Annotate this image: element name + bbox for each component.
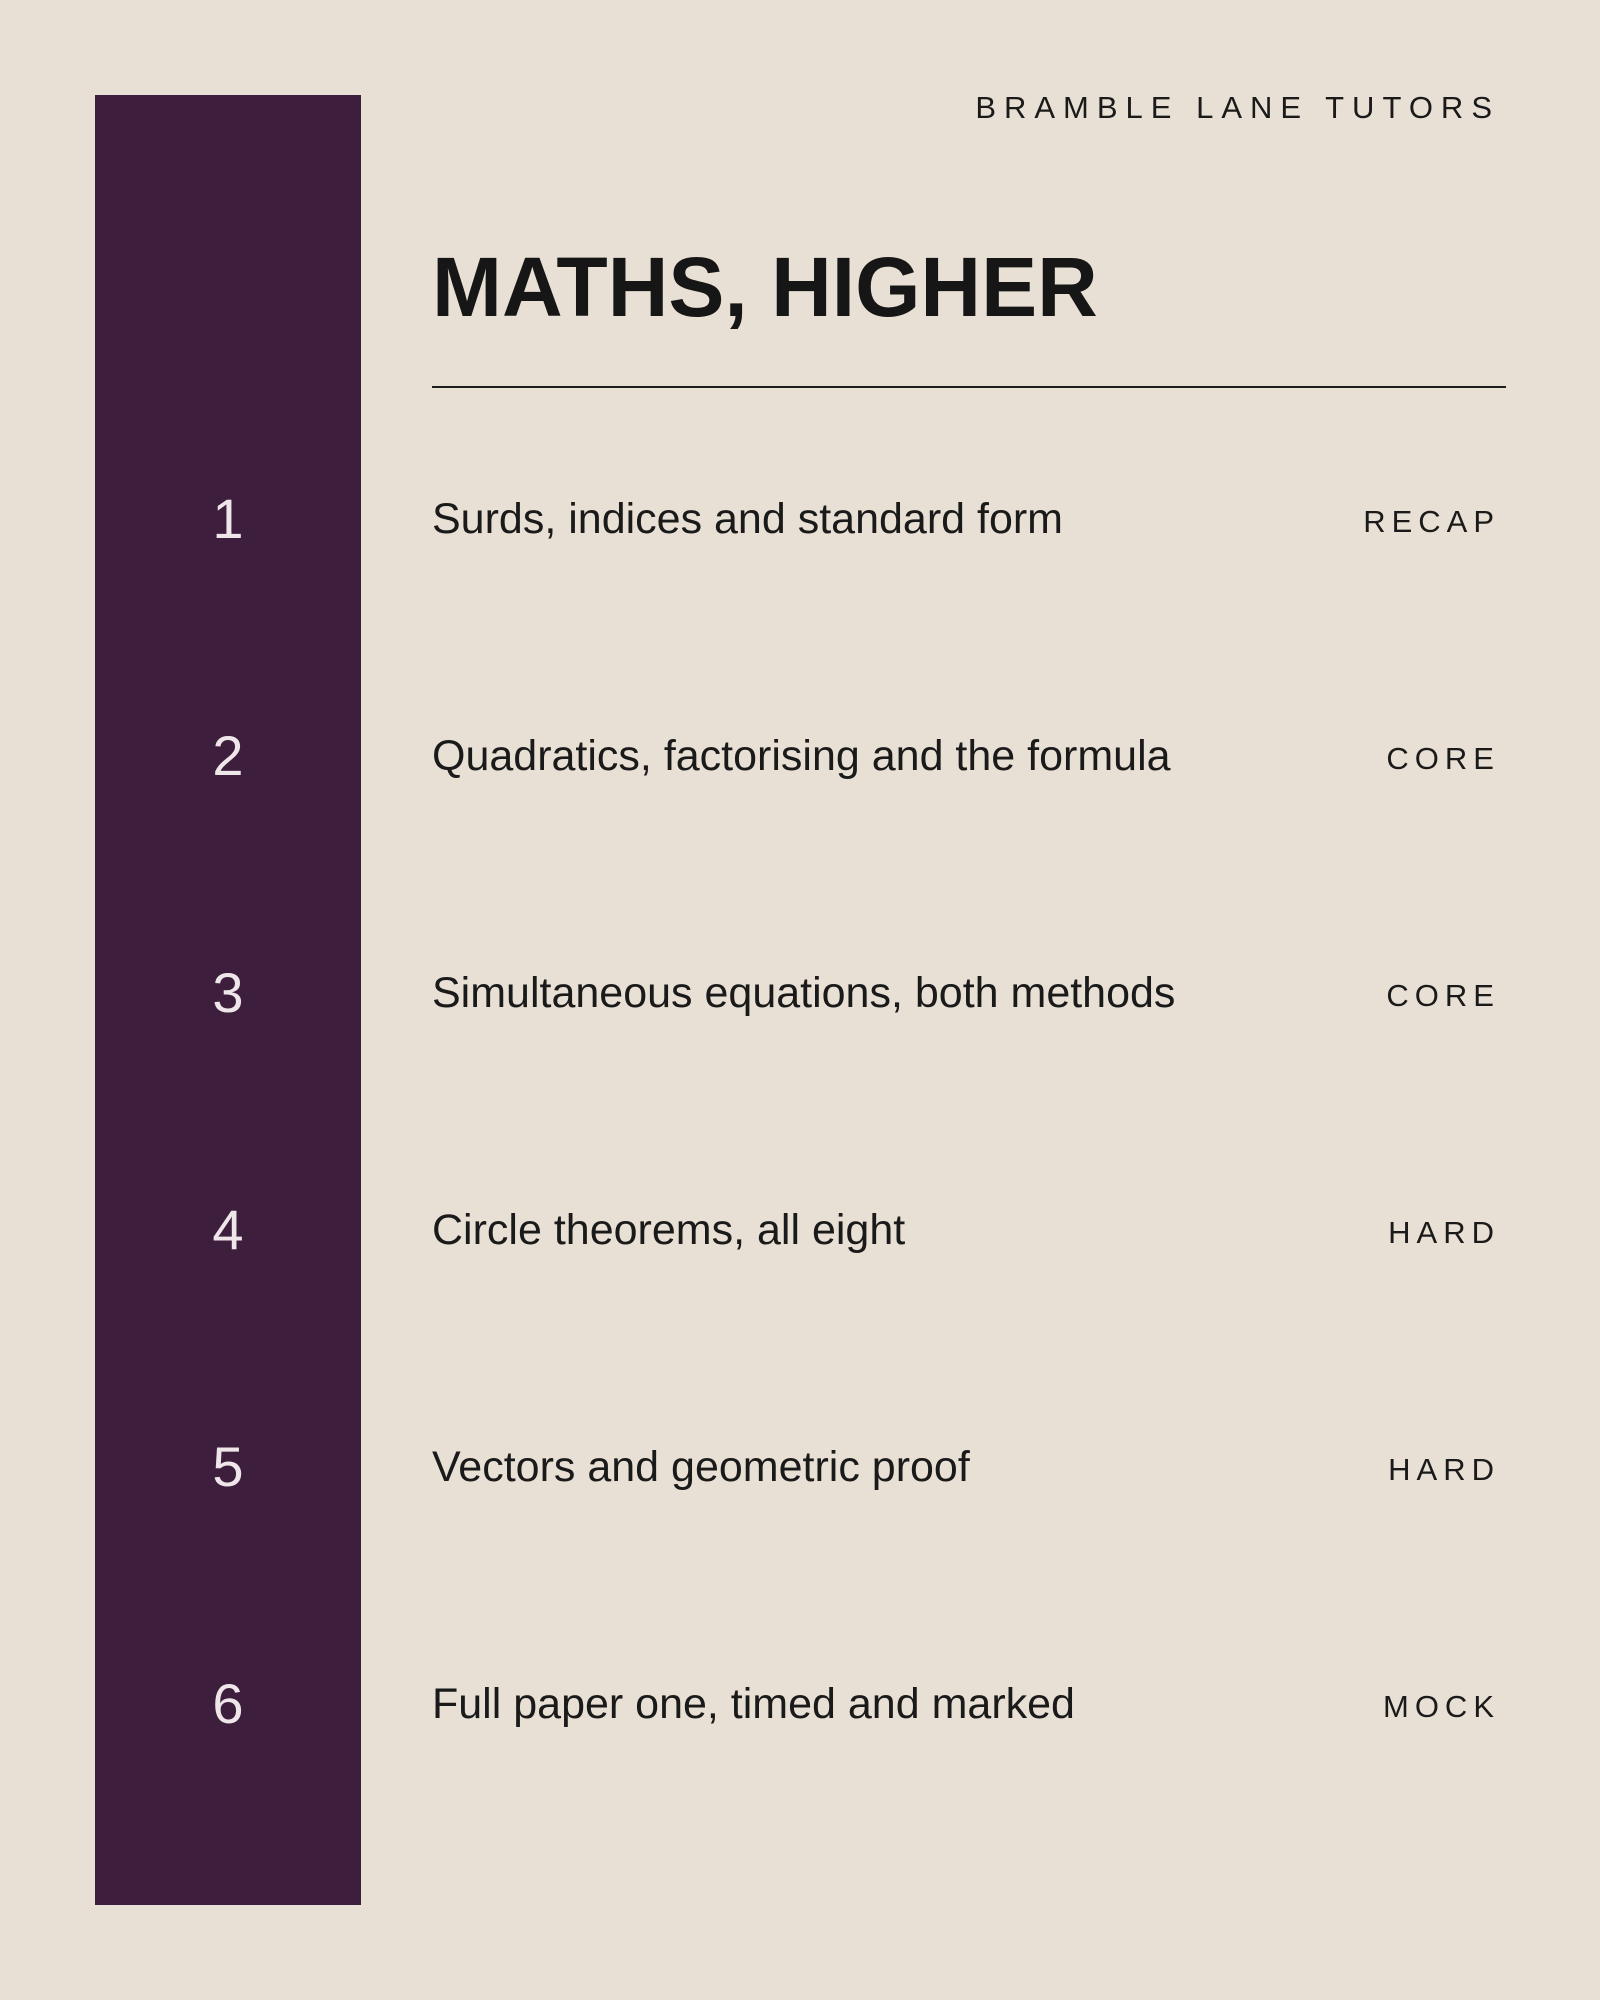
session-row (0, 1664, 1600, 1744)
session-tag: MOCK (1383, 1689, 1500, 1724)
session-tag: RECAP (1363, 504, 1500, 539)
session-row (0, 953, 1600, 1033)
session-row (0, 1427, 1600, 1507)
page-title: MATHS, HIGHER (432, 240, 1098, 334)
session-topic: Simultaneous equations, both methods (432, 969, 1176, 1017)
session-row (0, 716, 1600, 796)
session-number: 3 (212, 961, 244, 1024)
session-row (0, 1190, 1600, 1270)
session-number: 2 (212, 724, 244, 787)
session-tag: HARD (1388, 1452, 1500, 1487)
session-topic: Quadratics, factorising and the formula (432, 732, 1171, 780)
session-tag: CORE (1386, 741, 1500, 776)
session-tag: CORE (1386, 978, 1500, 1013)
session-number: 5 (212, 1435, 244, 1498)
session-topic: Vectors and geometric proof (432, 1443, 970, 1491)
session-tag: HARD (1388, 1215, 1500, 1250)
session-number: 1 (212, 487, 244, 550)
session-topic: Circle theorems, all eight (432, 1206, 906, 1254)
session-number: 4 (212, 1198, 244, 1261)
session-topic: Surds, indices and standard form (432, 495, 1063, 543)
session-topic: Full paper one, timed and marked (432, 1680, 1075, 1728)
session-row (0, 479, 1600, 559)
brand-name: BRAMBLE LANE TUTORS (975, 90, 1500, 125)
session-number: 6 (212, 1672, 244, 1735)
